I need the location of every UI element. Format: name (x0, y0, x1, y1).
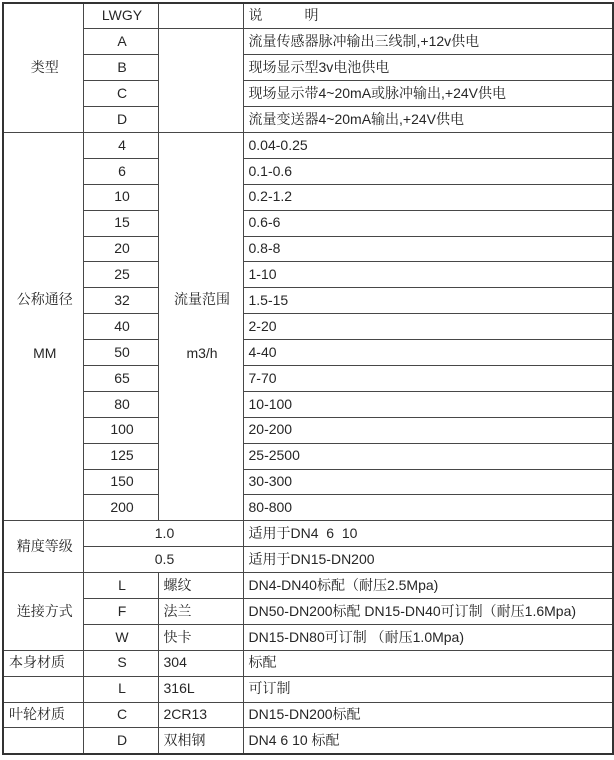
dn-value: 6 (83, 158, 158, 184)
diameter-row (3, 340, 613, 366)
connection-row (3, 624, 613, 650)
description-header: 说 明 (243, 3, 613, 29)
diameter-row (3, 262, 613, 288)
dn-value: 200 (83, 495, 158, 521)
flow-range-value: 30-300 (243, 469, 613, 495)
type-code: B (83, 55, 158, 81)
connection-code: F (83, 598, 158, 624)
dn-value: 80 (83, 391, 158, 417)
accuracy-desc: 适用于DN15-DN200 (243, 547, 613, 573)
diameter-row (3, 443, 613, 469)
impeller-material-row (3, 702, 613, 728)
impeller-material-row (3, 728, 613, 754)
body-material-section-label: 本身材质 (3, 650, 83, 676)
flow-range-label-cell (158, 132, 243, 520)
empty-cell (3, 728, 83, 754)
empty-cell (3, 676, 83, 702)
connection-section-label: 连接方式 (3, 573, 83, 651)
body-material-name: 304 (158, 650, 243, 676)
body-material-row (3, 650, 613, 676)
header-row (3, 3, 613, 29)
dn-value: 32 (83, 288, 158, 314)
impeller-material-section-label: 叶轮材质 (3, 702, 83, 728)
connection-row (3, 573, 613, 599)
type-code: C (83, 81, 158, 107)
accuracy-row (3, 521, 613, 547)
impeller-material-desc: DN4 6 10 标配 (243, 728, 613, 754)
dn-value: 25 (83, 262, 158, 288)
body-material-row (3, 676, 613, 702)
flow-range-value: 1-10 (243, 262, 613, 288)
connection-name: 法兰 (158, 598, 243, 624)
dn-value: 15 (83, 210, 158, 236)
flow-range-value: 0.1-0.6 (243, 158, 613, 184)
dn-value: 10 (83, 184, 158, 210)
dn-value: 150 (83, 469, 158, 495)
diameter-row (3, 391, 613, 417)
flow-range-value: 20-200 (243, 417, 613, 443)
diameter-row (3, 158, 613, 184)
body-material-desc: 标配 (243, 650, 613, 676)
flow-range-value: 2-20 (243, 314, 613, 340)
flow-range-value: 25-2500 (243, 443, 613, 469)
diameter-row (3, 184, 613, 210)
type-code: A (83, 29, 158, 55)
type-desc: 现场显示型3v电池供电 (243, 55, 613, 81)
flow-range-value: 1.5-15 (243, 288, 613, 314)
type-desc: 流量传感器脉冲输出三线制,+12v供电 (243, 29, 613, 55)
flow-range-value: 7-70 (243, 365, 613, 391)
type-row (3, 55, 613, 81)
diameter-row (3, 236, 613, 262)
diameter-row (3, 495, 613, 521)
connection-code: L (83, 573, 158, 599)
diameter-row (3, 314, 613, 340)
impeller-material-code: D (83, 728, 158, 754)
dn-value: 65 (83, 365, 158, 391)
diameter-unit: MM (33, 345, 57, 362)
type-section-label: 类型 (3, 3, 83, 132)
type-code: D (83, 107, 158, 133)
flow-range-value: 4-40 (243, 340, 613, 366)
accuracy-row (3, 547, 613, 573)
connection-desc: DN4-DN40标配（耐压2.5Mpa) (243, 573, 613, 599)
diameter-row (3, 288, 613, 314)
dn-value: 125 (83, 443, 158, 469)
impeller-material-desc: DN15-DN200标配 (243, 702, 613, 728)
dn-value: 100 (83, 417, 158, 443)
body-material-code: S (83, 650, 158, 676)
accuracy-value: 0.5 (83, 547, 243, 573)
connection-name: 快卡 (158, 624, 243, 650)
connection-code: W (83, 624, 158, 650)
type-desc: 现场显示带4~20mA或脉冲输出,+24V供电 (243, 81, 613, 107)
diameter-section-label (3, 132, 83, 520)
impeller-material-name: 双相钢 (158, 728, 243, 754)
dn-value: 40 (83, 314, 158, 340)
empty-cell (158, 3, 243, 29)
diameter-row (3, 132, 613, 158)
type-row (3, 107, 613, 133)
accuracy-value: 1.0 (83, 521, 243, 547)
flow-range-value: 0.04-0.25 (243, 132, 613, 158)
flow-range-unit: m3/h (186, 345, 218, 362)
empty-cell (158, 29, 243, 133)
type-desc: 流量变送器4~20mA输出,+24V供电 (243, 107, 613, 133)
accuracy-desc: 适用于DN4 6 10 (243, 521, 613, 547)
dn-value: 50 (83, 340, 158, 366)
impeller-material-code: C (83, 702, 158, 728)
diameter-row (3, 365, 613, 391)
model-code-header: LWGY (83, 3, 158, 29)
flow-range-value: 80-800 (243, 495, 613, 521)
diameter-label: 公称通径 (16, 291, 73, 308)
diameter-row (3, 417, 613, 443)
flow-range-value: 0.2-1.2 (243, 184, 613, 210)
flow-range-value: 0.6-6 (243, 210, 613, 236)
type-row (3, 81, 613, 107)
accuracy-section-label: 精度等级 (3, 521, 83, 573)
connection-name: 螺纹 (158, 573, 243, 599)
connection-row (3, 598, 613, 624)
body-material-code: L (83, 676, 158, 702)
type-row (3, 29, 613, 55)
connection-desc: DN15-DN80可订制 （耐压1.0Mpa) (243, 624, 613, 650)
flow-range-label: 流量范围 (174, 291, 230, 308)
spec-table (2, 2, 614, 755)
body-material-desc: 可订制 (243, 676, 613, 702)
diameter-row (3, 210, 613, 236)
connection-desc: DN50-DN200标配 DN15-DN40可订制（耐压1.6Mpa) (243, 598, 613, 624)
diameter-row (3, 469, 613, 495)
flow-range-value: 10-100 (243, 391, 613, 417)
dn-value: 4 (83, 132, 158, 158)
impeller-material-name: 2CR13 (158, 702, 243, 728)
dn-value: 20 (83, 236, 158, 262)
body-material-name: 316L (158, 676, 243, 702)
flow-range-value: 0.8-8 (243, 236, 613, 262)
